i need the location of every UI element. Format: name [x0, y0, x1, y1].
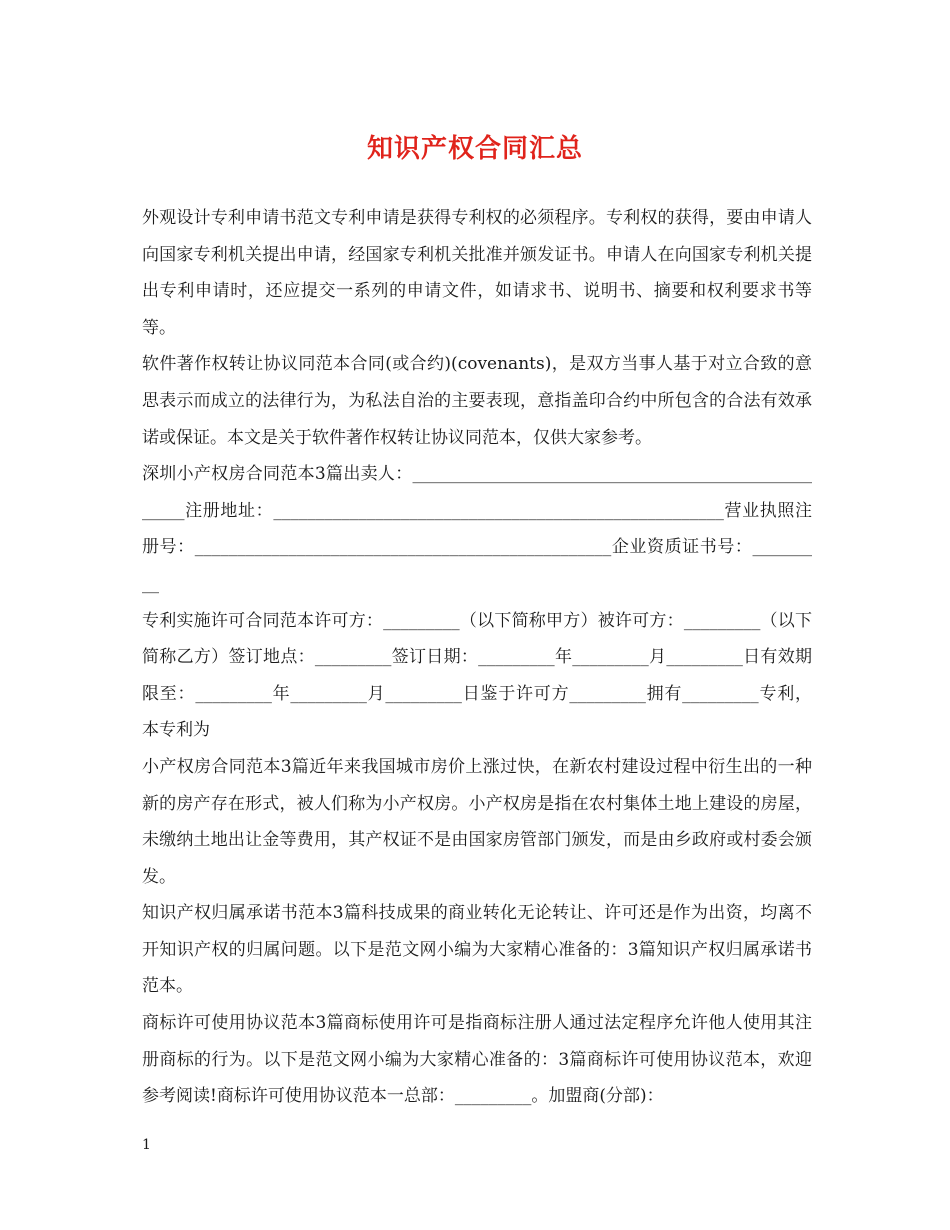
paragraph-trademark-license: 商标许可使用协议范本3篇商标使用许可是指商标注册人通过法定程序允许他人使用其注册商标的行为。以下是范文网小编为大家精心准备的：3篇商标许可使用协议范本，欢迎参考阅读!商标许可使用协议范本一总部：_________。加盟商(分部)： — [142, 1013, 812, 1107]
page-number: 1 — [142, 1137, 151, 1153]
document-body — [142, 200, 812, 1115]
paragraph-patent-license: 专利实施许可合同范本许可方：_________（以下简称甲方）被许可方：_________（以下简称乙方）签订地点：_________签订日期：_________年_________月_________日有效期限至：_________年_________月_________日鉴于许可方_________拥有_________专利，本专利为 — [142, 610, 812, 741]
paragraph-shenzhen-property: 深圳小产权房合同范本3篇出卖人：____________________________________________________注册地址：_____________________________________________________营业执照注册号：_________________________________________________企业资质证书号：_________ — [142, 464, 812, 594]
paragraph-small-property: 小产权房合同范本3篇近年来我国城市房价上涨过快，在新农村建设过程中衍生出的一种新的房产存在形式，被人们称为小产权房。小产权房是指在农村集体土地上建设的房屋，未缴纳土地出让金等费用，其产权证不是由国家房管部门颁发，而是由乡政府或村委会颁发。 — [142, 756, 812, 887]
paragraph-design-patent: 外观设计专利申请书范文专利申请是获得专利权的必须程序。专利权的获得，要由申请人向国家专利机关提出申请，经国家专利机关批准并颁发证书。申请人在向国家专利机关提出专利申请时，还应提交一系列的申请文件，如请求书、说明书、摘要和权利要求书等等。 — [142, 208, 812, 338]
paragraph-ip-ownership: 知识产权归属承诺书范本3篇科技成果的商业转化无论转让、许可还是作为出资，均离不开知识产权的归属问题。以下是范文网小编为大家精心准备的：3篇知识产权归属承诺书范本。 — [142, 903, 812, 997]
paragraph-software-copyright: 软件著作权转让协议同范本合同(或合约)(covenants)，是双方当事人基于对立合致的意思表示而成立的法律行为，为私法自治的主要表现，意指盖印合约中所包含的合法有效承诺或保证。本文是关于软件著作权转让协议同范本，仅供大家参考。 — [142, 354, 812, 448]
document-title: 知识产权合同汇总 — [366, 134, 583, 164]
